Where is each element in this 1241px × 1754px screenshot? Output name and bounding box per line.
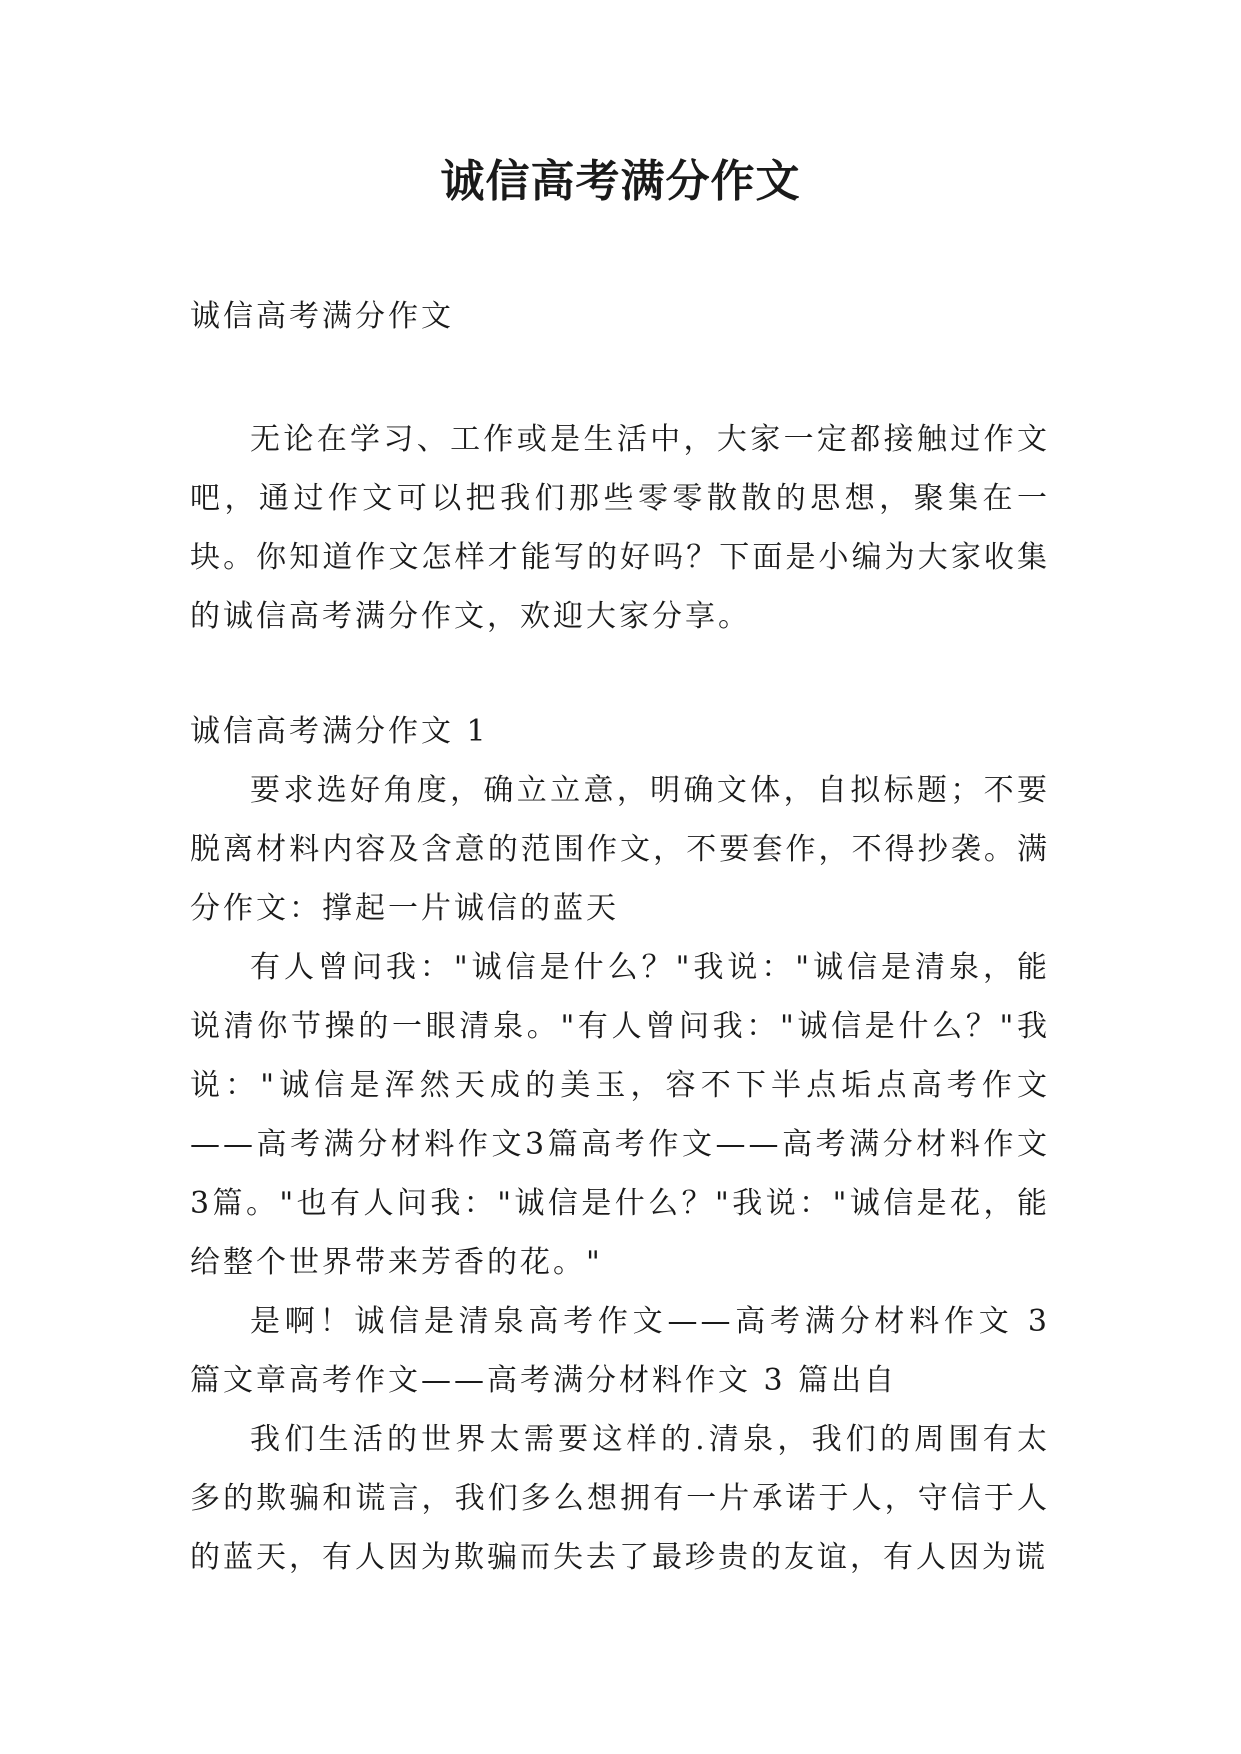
body-paragraph: 要求选好角度，确立立意，明确文体，自拟标题；不要脱离材料内容及含意的范围作文，不要套作，不得抄袭。满分作文：撑起一片诚信的蓝天 (190, 773, 1050, 926)
intro-paragraph: 无论在学习、工作或是生活中，大家一定都接触过作文吧，通过作文可以把我们那些零零散散的思想，聚集在一块。你知道作文怎样才能写的好吗？下面是小编为大家收集的诚信高考满分作文，欢迎大家分享。 (190, 422, 1050, 634)
body-paragraph: 有人曾问我："诚信是什么？"我说："诚信是清泉，能说清你节操的一眼清泉。"有人曾问我："诚信是什么？"我说："诚信是浑然天成的美玉，容不下半点垢点高考作文——高考满分材料作文3篇高考作文——高考满分材料作文3篇。"也有人问我："诚信是什么？"我说："诚信是花，能给整个世界带来芳香的花。" (190, 950, 1050, 1280)
body-paragraph: 我们生活的世界太需要这样的.清泉，我们的周围有太多的欺骗和谎言，我们多么想拥有一片承诺于人，守信于人的蓝天，有人因为欺骗而失去了最珍贵的友谊，有人因为谎 (190, 1422, 1050, 1575)
document-subtitle: 诚信高考满分作文 (190, 299, 454, 334)
document-body (190, 280, 1050, 1587)
body-paragraph: 是啊！诚信是清泉高考作文——高考满分材料作文 3 篇文章高考作文——高考满分材料作文 3 篇出自 (190, 1304, 1050, 1398)
section-heading: 诚信高考满分作文 1 (190, 714, 489, 749)
document-title: 诚信高考满分作文 (440, 156, 801, 207)
